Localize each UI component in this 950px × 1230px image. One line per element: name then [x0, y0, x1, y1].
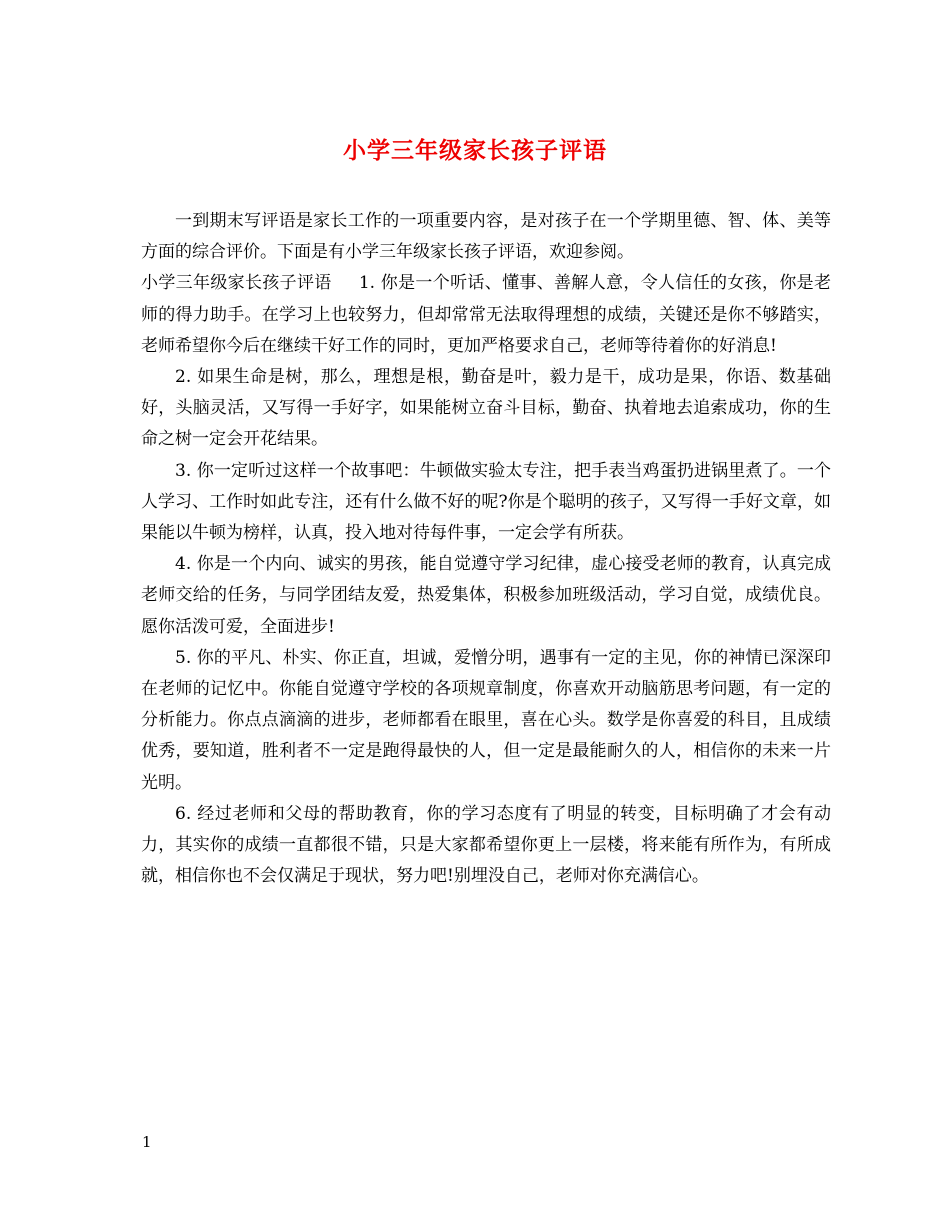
- comment-paragraph-3: 3. 你一定听过这样一个故事吧：牛顿做实验太专注，把手表当鸡蛋扔进锅里煮了。一个人学习、工作时如此专注，还有什么做不好的呢?你是个聪明的孩子，又写得一手好文章，如果能以牛顿为榜样，认真，投入地对待每件事，一定会学有所获。: [141, 460, 831, 544]
- intro-paragraph: 一到期末写评语是家长工作的一项重要内容，是对孩子在一个学期里德、智、体、美等方面的综合评价。下面是有小学三年级家长孩子评语，欢迎参阅。: [141, 211, 831, 263]
- page-number: 1: [142, 1133, 152, 1151]
- section-heading: 小学三年级家长孩子评语: [141, 273, 332, 294]
- comment-paragraph-4: 4. 你是一个内向、诚实的男孩，能自觉遵守学习纪律，虚心接受老师的教育，认真完成老师交给的任务，与同学团结友爱，热爱集体，积极参加班级活动，学习自觉，成绩优良。愿你活泼可爱，全面进步!: [141, 554, 831, 637]
- document-body: [141, 206, 831, 892]
- comment-paragraph-6: 6. 经过老师和父母的帮助教育，你的学习态度有了明显的转变，目标明确了才会有动力，其实你的成绩一直都很不错，只是大家都希望你更上一层楼，将来能有所作为，有所成就，相信你也不会仅满足于现状，努力吧!别埋没自己，老师对你充满信心。: [141, 803, 831, 887]
- comment-paragraph-1: [141, 268, 831, 362]
- comment-item-1: 1. 你是一个听话、懂事、善解人意，令人信任的女孩，你是老师的得力助手。在学习上也较努力，但却常常无法取得理想的成绩，关键还是你不够踏实，老师希望你今后在继续干好工作的同时，更加严格要求自己，老师等待着你的好消息!: [141, 273, 831, 356]
- document-title: 小学三年级家长孩子评语: [343, 137, 607, 164]
- comment-paragraph-2: 2. 如果生命是树，那么，理想是根，勤奋是叶，毅力是干，成功是果，你语、数基础好，头脑灵活，又写得一手好字，如果能树立奋斗目标，勤奋、执着地去追索成功，你的生命之树一定会开花结果。: [141, 367, 831, 450]
- comment-paragraph-5: 5. 你的平凡、朴实、你正直，坦诚，爱憎分明，遇事有一定的主见，你的神情已深深印在老师的记忆中。你能自觉遵守学校的各项规章制度，你喜欢开动脑筋思考问题，有一定的分析能力。你点点滴滴的进步，老师都看在眼里，喜在心头。数学是你喜爱的科目，且成绩优秀，要知道，胜利者不一定是跑得最快的人，但一定是最能耐久的人，相信你的未来一片光明。: [141, 647, 831, 793]
